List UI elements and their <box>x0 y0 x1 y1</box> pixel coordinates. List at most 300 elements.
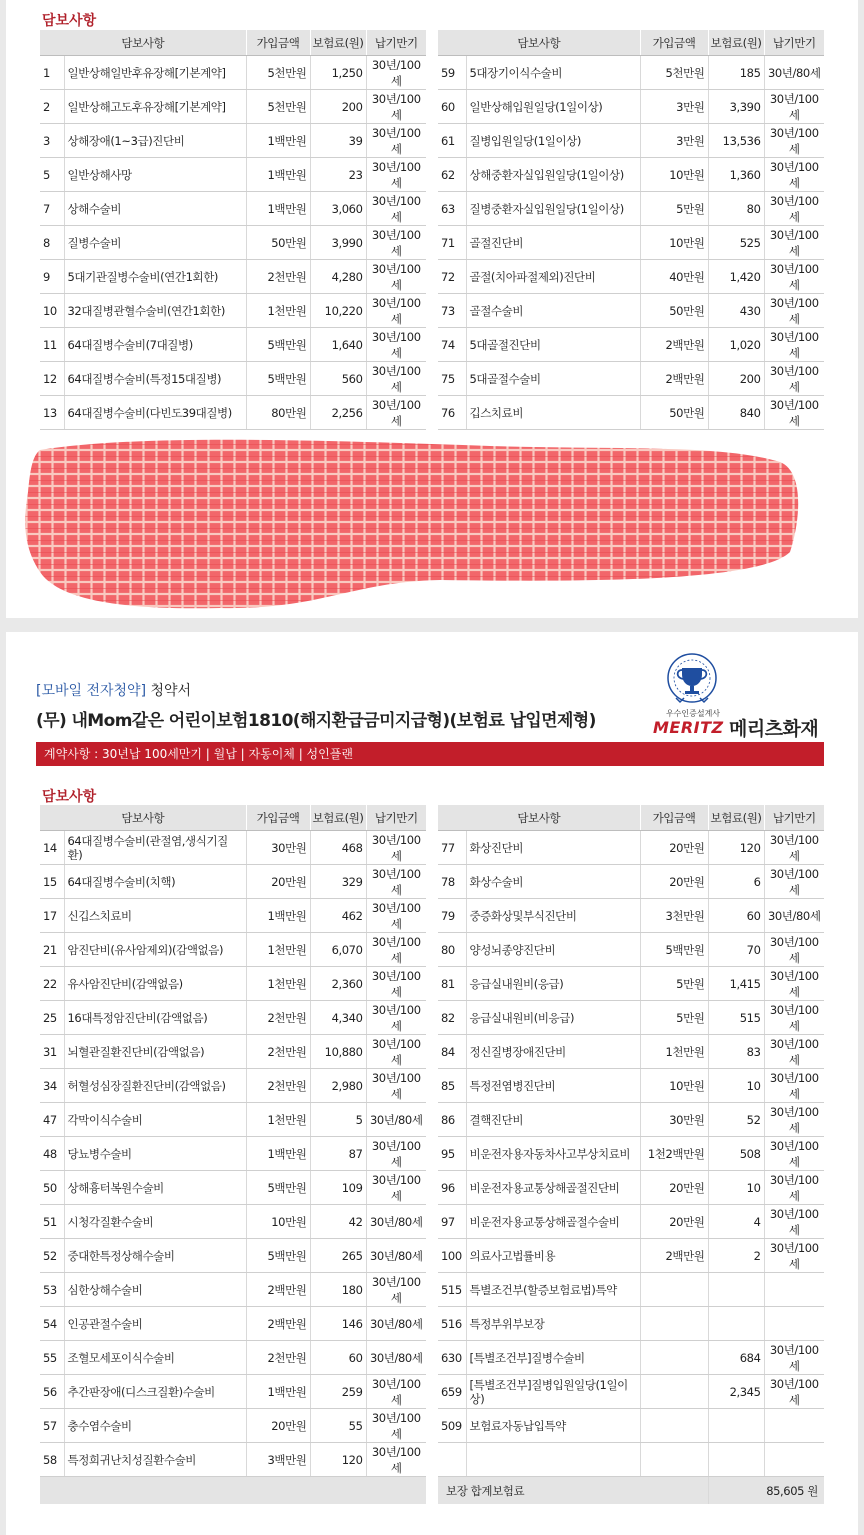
table-row <box>40 124 426 158</box>
coverage-term: 30년/80세 <box>764 899 824 933</box>
coverage-amount <box>640 1273 708 1307</box>
coverage-premium: 2,256 <box>310 396 366 430</box>
coverage-number: 14 <box>40 831 64 865</box>
coverage-name: 5대기관질병수술비(연간1회한) <box>64 260 246 294</box>
coverage-number: 55 <box>40 1341 64 1375</box>
table-row <box>40 1137 426 1171</box>
coverage-premium: 265 <box>310 1239 366 1273</box>
coverage-name: 깁스치료비 <box>466 396 640 430</box>
coverage-number: 659 <box>438 1375 466 1409</box>
coverage-term <box>764 1273 824 1307</box>
col-header-coverage: 담보사항 <box>438 30 640 56</box>
coverage-premium: 6,070 <box>310 933 366 967</box>
coverage-amount: 5백만원 <box>246 362 310 396</box>
coverage-amount: 5천만원 <box>640 56 708 90</box>
coverage-name: 5대장기이식수술비 <box>466 56 640 90</box>
coverage-premium: 6 <box>708 865 764 899</box>
coverage-amount: 1천만원 <box>246 1103 310 1137</box>
coverage-premium: 185 <box>708 56 764 90</box>
col-header-premium: 보험료(원) <box>708 805 764 831</box>
coverage-term: 30년/100세 <box>366 124 426 158</box>
coverage-amount: 1천만원 <box>246 967 310 1001</box>
coverage-premium: 515 <box>708 1001 764 1035</box>
coverage-number: 76 <box>438 396 466 430</box>
coverage-number: 60 <box>438 90 466 124</box>
coverage-term: 30년/100세 <box>366 56 426 90</box>
coverage-name: 일반상해입원일당(1일이상) <box>466 90 640 124</box>
coverage-name: 5대골절진단비 <box>466 328 640 362</box>
coverage-premium: 120 <box>708 831 764 865</box>
document-subtitle <box>36 680 191 700</box>
coverage-premium: 2,345 <box>708 1375 764 1409</box>
coverage-number: 79 <box>438 899 466 933</box>
coverage-number: 61 <box>438 124 466 158</box>
coverage-amount: 2백만원 <box>640 362 708 396</box>
table-row <box>438 1409 824 1443</box>
coverage-term: 30년/80세 <box>366 1205 426 1239</box>
coverage-premium: 2 <box>708 1239 764 1273</box>
coverage-premium: 5 <box>310 1103 366 1137</box>
coverage-amount: 2백만원 <box>246 1273 310 1307</box>
coverage-amount: 1천만원 <box>246 294 310 328</box>
coverage-term: 30년/100세 <box>764 124 824 158</box>
coverage-name: 특별조건부(할증보험료법)특약 <box>466 1273 640 1307</box>
total-value: 85,605 원 <box>708 1477 824 1505</box>
coverage-name: 64대질병수술비(7대질병) <box>64 328 246 362</box>
coverage-amount: 1백만원 <box>246 1137 310 1171</box>
brand-logo-ko: 메리츠화재 <box>729 718 819 740</box>
coverage-number: 22 <box>40 967 64 1001</box>
coverage-term: 30년/100세 <box>366 933 426 967</box>
coverage-term: 30년/100세 <box>764 1341 824 1375</box>
coverage-name: [특별조건부]질병수술비 <box>466 1341 640 1375</box>
col-header-amount: 가입금액 <box>246 30 310 56</box>
coverage-premium: 840 <box>708 396 764 430</box>
table-row <box>40 1205 426 1239</box>
coverage-premium: 52 <box>708 1103 764 1137</box>
table-row <box>40 90 426 124</box>
coverage-premium: 430 <box>708 294 764 328</box>
coverage-premium: 468 <box>310 831 366 865</box>
coverage-premium: 23 <box>310 158 366 192</box>
coverage-name: 시청각질환수술비 <box>64 1205 246 1239</box>
coverage-number: 5 <box>40 158 64 192</box>
table-row <box>438 1307 824 1341</box>
col-header-amount: 가입금액 <box>246 805 310 831</box>
coverage-premium: 60 <box>310 1341 366 1375</box>
coverage-name: 32대질병관혈수술비(연간1회한) <box>64 294 246 328</box>
coverage-term: 30년/80세 <box>366 1307 426 1341</box>
coverage-amount: 5천만원 <box>246 90 310 124</box>
coverage-term: 30년/100세 <box>764 1001 824 1035</box>
coverage-amount: 2천만원 <box>246 1341 310 1375</box>
col-header-term: 납기만기 <box>366 30 426 56</box>
table-row <box>438 1001 824 1035</box>
coverage-amount <box>640 1409 708 1443</box>
table-row <box>40 1307 426 1341</box>
coverage-term: 30년/100세 <box>764 396 824 430</box>
coverage-name: 정신질병장애진단비 <box>466 1035 640 1069</box>
coverage-amount: 1백만원 <box>246 158 310 192</box>
coverage-amount: 3만원 <box>640 124 708 158</box>
table-row <box>438 260 824 294</box>
coverage-amount: 5백만원 <box>246 1239 310 1273</box>
coverage-premium <box>708 1443 764 1477</box>
coverage-amount: 5백만원 <box>640 933 708 967</box>
coverage-amount: 10만원 <box>640 158 708 192</box>
table-row <box>40 899 426 933</box>
coverage-number: 13 <box>40 396 64 430</box>
coverage-term: 30년/80세 <box>764 56 824 90</box>
coverage-name: 64대질병수술비(치핵) <box>64 865 246 899</box>
coverage-amount: 1백만원 <box>246 124 310 158</box>
coverage-term: 30년/100세 <box>764 1171 824 1205</box>
col-header-coverage: 담보사항 <box>40 805 246 831</box>
contract-summary-band: 계약사항 : 30년납 100세만기 | 월납 | 자동이체 | 성인플랜 <box>36 742 824 766</box>
coverage-term: 30년/100세 <box>764 260 824 294</box>
coverage-name: 결핵진단비 <box>466 1103 640 1137</box>
coverage-term: 30년/100세 <box>764 865 824 899</box>
coverage-term: 30년/100세 <box>764 1103 824 1137</box>
coverage-amount: 50만원 <box>640 396 708 430</box>
coverage-number: 8 <box>40 226 64 260</box>
coverage-premium: 10,880 <box>310 1035 366 1069</box>
coverage-amount: 2천만원 <box>246 1035 310 1069</box>
table-row <box>438 1239 824 1273</box>
coverage-premium <box>708 1307 764 1341</box>
coverage-term: 30년/100세 <box>366 1443 426 1477</box>
coverage-name <box>466 1443 640 1477</box>
coverage-premium: 1,020 <box>708 328 764 362</box>
table-row <box>438 1035 824 1069</box>
coverage-premium: 525 <box>708 226 764 260</box>
table-row <box>438 1443 824 1477</box>
coverage-premium: 109 <box>310 1171 366 1205</box>
coverage-name: 특정희귀난치성질환수술비 <box>64 1443 246 1477</box>
coverage-name: 5대골절수술비 <box>466 362 640 396</box>
coverage-premium: 120 <box>310 1443 366 1477</box>
col-header-term: 납기만기 <box>764 805 824 831</box>
coverage-number: 630 <box>438 1341 466 1375</box>
table-row <box>40 1409 426 1443</box>
coverage-name: 응급실내원비(응급) <box>466 967 640 1001</box>
coverage-term: 30년/100세 <box>764 1137 824 1171</box>
coverage-term: 30년/100세 <box>366 967 426 1001</box>
coverage-number: 51 <box>40 1205 64 1239</box>
coverage-premium <box>708 1273 764 1307</box>
coverage-term: 30년/100세 <box>366 1409 426 1443</box>
coverage-premium: 87 <box>310 1137 366 1171</box>
coverage-premium: 200 <box>310 90 366 124</box>
coverage-number: 509 <box>438 1409 466 1443</box>
table-row <box>438 396 824 430</box>
coverage-name: 충수염수술비 <box>64 1409 246 1443</box>
coverage-premium: 1,640 <box>310 328 366 362</box>
table-row <box>40 294 426 328</box>
coverage-term: 30년/100세 <box>764 933 824 967</box>
col-header-premium: 보험료(원) <box>708 30 764 56</box>
coverage-amount: 2천만원 <box>246 1001 310 1035</box>
coverage-term: 30년/100세 <box>764 328 824 362</box>
coverage-name: 질병수술비 <box>64 226 246 260</box>
section-title: 담보사항 <box>42 789 97 805</box>
coverage-number: 86 <box>438 1103 466 1137</box>
coverage-term: 30년/80세 <box>366 1103 426 1137</box>
table-row <box>438 124 824 158</box>
coverage-amount: 1천만원 <box>640 1035 708 1069</box>
coverage-amount: 5만원 <box>640 967 708 1001</box>
badge-caption: 우수인증설계사 <box>665 709 721 718</box>
coverage-term: 30년/100세 <box>366 1137 426 1171</box>
coverage-name: 암진단비(유사암제외)(감액없음) <box>64 933 246 967</box>
coverage-number: 515 <box>438 1273 466 1307</box>
coverage-number: 82 <box>438 1001 466 1035</box>
coverage-premium: 329 <box>310 865 366 899</box>
table-header-row <box>438 805 824 831</box>
col-header-amount: 가입금액 <box>640 805 708 831</box>
table-row <box>438 90 824 124</box>
coverage-amount: 2백만원 <box>246 1307 310 1341</box>
table-row <box>40 1171 426 1205</box>
coverage-name: 상해장애(1~3급)진단비 <box>64 124 246 158</box>
coverage-name: 질병중환자실입원일당(1일이상) <box>466 192 640 226</box>
coverage-number: 12 <box>40 362 64 396</box>
coverage-term: 30년/100세 <box>764 294 824 328</box>
coverage-name: 중대한특정상해수술비 <box>64 1239 246 1273</box>
coverage-term: 30년/100세 <box>366 899 426 933</box>
coverage-term: 30년/100세 <box>764 158 824 192</box>
coverage-name: 추간판장애(디스크질환)수술비 <box>64 1375 246 1409</box>
coverage-term: 30년/100세 <box>366 1035 426 1069</box>
table-row <box>438 1069 824 1103</box>
coverage-number: 25 <box>40 1001 64 1035</box>
coverage-amount: 10만원 <box>246 1205 310 1239</box>
table-row <box>40 831 426 865</box>
table-row <box>438 1205 824 1239</box>
table-row <box>40 1239 426 1273</box>
coverage-term <box>764 1443 824 1477</box>
coverage-premium: 1,360 <box>708 158 764 192</box>
coverage-table-right <box>438 805 824 1504</box>
table-row <box>438 328 824 362</box>
coverage-term: 30년/100세 <box>366 90 426 124</box>
coverage-premium: 10 <box>708 1069 764 1103</box>
table-row <box>40 396 426 430</box>
coverage-amount: 20만원 <box>640 831 708 865</box>
coverage-number: 97 <box>438 1205 466 1239</box>
coverage-name: 특정부위부보장 <box>466 1307 640 1341</box>
table-row <box>438 1171 824 1205</box>
section-title: 담보사항 <box>42 13 97 29</box>
table-row <box>40 933 426 967</box>
col-header-amount: 가입금액 <box>640 30 708 56</box>
table-row <box>40 1103 426 1137</box>
coverage-amount: 5백만원 <box>246 1171 310 1205</box>
coverage-number: 31 <box>40 1035 64 1069</box>
coverage-amount: 10만원 <box>640 1069 708 1103</box>
coverage-name: 상해수술비 <box>64 192 246 226</box>
coverage-premium: 39 <box>310 124 366 158</box>
coverage-number: 52 <box>40 1239 64 1273</box>
coverage-number: 62 <box>438 158 466 192</box>
coverage-number: 10 <box>40 294 64 328</box>
table-row <box>40 1035 426 1069</box>
table-row <box>438 158 824 192</box>
coverage-term: 30년/100세 <box>366 294 426 328</box>
table-row <box>40 226 426 260</box>
coverage-name: 응급실내원비(비응급) <box>466 1001 640 1035</box>
coverage-number: 1 <box>40 56 64 90</box>
coverage-name: 심한상해수술비 <box>64 1273 246 1307</box>
coverage-premium: 4,340 <box>310 1001 366 1035</box>
table-row <box>438 967 824 1001</box>
coverage-amount <box>640 1443 708 1477</box>
table-header-row <box>40 30 426 56</box>
col-header-premium: 보험료(원) <box>310 805 366 831</box>
coverage-premium: 42 <box>310 1205 366 1239</box>
coverage-term: 30년/100세 <box>366 831 426 865</box>
coverage-premium: 3,060 <box>310 192 366 226</box>
coverage-amount: 2천만원 <box>246 1069 310 1103</box>
coverage-number: 53 <box>40 1273 64 1307</box>
coverage-premium: 83 <box>708 1035 764 1069</box>
coverage-number: 50 <box>40 1171 64 1205</box>
coverage-number: 17 <box>40 899 64 933</box>
coverage-name: 일반상해일반후유장해[기본계약] <box>64 56 246 90</box>
col-header-term: 납기만기 <box>764 30 824 56</box>
coverage-premium: 1,415 <box>708 967 764 1001</box>
coverage-amount: 1천만원 <box>246 933 310 967</box>
coverage-term: 30년/100세 <box>366 1171 426 1205</box>
table-row <box>40 1069 426 1103</box>
coverage-number: 34 <box>40 1069 64 1103</box>
coverage-number: 73 <box>438 294 466 328</box>
total-label: 보장 합계보험료 <box>438 1477 708 1505</box>
table-row <box>438 226 824 260</box>
coverage-name: 신깁스치료비 <box>64 899 246 933</box>
coverage-premium: 560 <box>310 362 366 396</box>
coverage-term: 30년/100세 <box>764 90 824 124</box>
table-row <box>438 56 824 90</box>
coverage-name: 조혈모세포이식수술비 <box>64 1341 246 1375</box>
coverage-table-left <box>40 30 426 430</box>
coverage-premium: 13,536 <box>708 124 764 158</box>
table-row <box>40 1375 426 1409</box>
coverage-amount <box>640 1307 708 1341</box>
coverage-amount: 1천2백만원 <box>640 1137 708 1171</box>
coverage-term <box>764 1409 824 1443</box>
coverage-number: 84 <box>438 1035 466 1069</box>
redaction-scribble <box>20 432 820 614</box>
table-row <box>438 1137 824 1171</box>
coverage-number: 71 <box>438 226 466 260</box>
coverage-name: 중증화상및부식진단비 <box>466 899 640 933</box>
certification-badge-icon <box>664 652 720 716</box>
coverage-amount <box>640 1375 708 1409</box>
coverage-name: 일반상해사망 <box>64 158 246 192</box>
coverage-name: 양성뇌종양진단비 <box>466 933 640 967</box>
coverage-premium: 180 <box>310 1273 366 1307</box>
col-header-premium: 보험료(원) <box>310 30 366 56</box>
table-row <box>40 192 426 226</box>
coverage-premium: 3,390 <box>708 90 764 124</box>
coverage-premium: 55 <box>310 1409 366 1443</box>
coverage-number: 74 <box>438 328 466 362</box>
brand-logo-en: MERITZ <box>653 718 724 737</box>
coverage-amount: 30만원 <box>640 1103 708 1137</box>
coverage-number: 11 <box>40 328 64 362</box>
coverage-term: 30년/100세 <box>366 192 426 226</box>
coverage-name: 64대질병수술비(관절염,생식기질환) <box>64 831 246 865</box>
table-row <box>40 328 426 362</box>
coverage-name: 비운전자용자동차사고부상치료비 <box>466 1137 640 1171</box>
coverage-name: 상해중환자실입원일당(1일이상) <box>466 158 640 192</box>
table-row <box>438 192 824 226</box>
coverage-term: 30년/100세 <box>366 1001 426 1035</box>
coverage-name: 허혈성심장질환진단비(감액없음) <box>64 1069 246 1103</box>
coverage-premium: 2,980 <box>310 1069 366 1103</box>
coverage-number: 75 <box>438 362 466 396</box>
coverage-premium: 10 <box>708 1171 764 1205</box>
coverage-term: 30년/100세 <box>764 192 824 226</box>
coverage-name: 골절수술비 <box>466 294 640 328</box>
coverage-premium: 462 <box>310 899 366 933</box>
coverage-amount: 5만원 <box>640 192 708 226</box>
coverage-term: 30년/100세 <box>764 1205 824 1239</box>
coverage-number: 9 <box>40 260 64 294</box>
coverage-name: 비운전자용교통상해골절수술비 <box>466 1205 640 1239</box>
coverage-amount: 3만원 <box>640 90 708 124</box>
coverage-amount: 3백만원 <box>246 1443 310 1477</box>
table-row <box>438 899 824 933</box>
coverage-name: 유사암진단비(감액없음) <box>64 967 246 1001</box>
coverage-amount: 1백만원 <box>246 899 310 933</box>
coverage-number: 57 <box>40 1409 64 1443</box>
coverage-name: 인공관절수술비 <box>64 1307 246 1341</box>
coverage-term: 30년/100세 <box>366 226 426 260</box>
coverage-number: 56 <box>40 1375 64 1409</box>
coverage-number: 15 <box>40 865 64 899</box>
coverage-name: 의료사고법률비용 <box>466 1239 640 1273</box>
coverage-premium: 508 <box>708 1137 764 1171</box>
coverage-amount <box>640 1341 708 1375</box>
coverage-term: 30년/80세 <box>366 1341 426 1375</box>
coverage-premium: 60 <box>708 899 764 933</box>
coverage-term: 30년/80세 <box>366 1239 426 1273</box>
coverage-number: 78 <box>438 865 466 899</box>
table-row <box>438 362 824 396</box>
table-row <box>40 865 426 899</box>
coverage-amount: 40만원 <box>640 260 708 294</box>
coverage-term: 30년/100세 <box>366 158 426 192</box>
coverage-name: 64대질병수술비(특정15대질병) <box>64 362 246 396</box>
coverage-amount: 2백만원 <box>640 328 708 362</box>
table-row <box>40 1443 426 1477</box>
table-row <box>438 1103 824 1137</box>
coverage-name: 화상진단비 <box>466 831 640 865</box>
table-row <box>438 1375 824 1409</box>
coverage-number: 95 <box>438 1137 466 1171</box>
coverage-name: 상해흉터복원수술비 <box>64 1171 246 1205</box>
product-title: (무) 내Mom같은 어린이보험1810(해지환급금미지급형)(보험료 납입면제형) <box>36 711 596 731</box>
coverage-term: 30년/100세 <box>366 260 426 294</box>
coverage-term: 30년/100세 <box>366 1069 426 1103</box>
subtitle-tag: [모바일 전자청약] <box>36 683 147 699</box>
col-header-term: 납기만기 <box>366 805 426 831</box>
coverage-name: 뇌혈관질환진단비(감액없음) <box>64 1035 246 1069</box>
coverage-amount: 30만원 <box>246 831 310 865</box>
coverage-table-right <box>438 30 824 430</box>
